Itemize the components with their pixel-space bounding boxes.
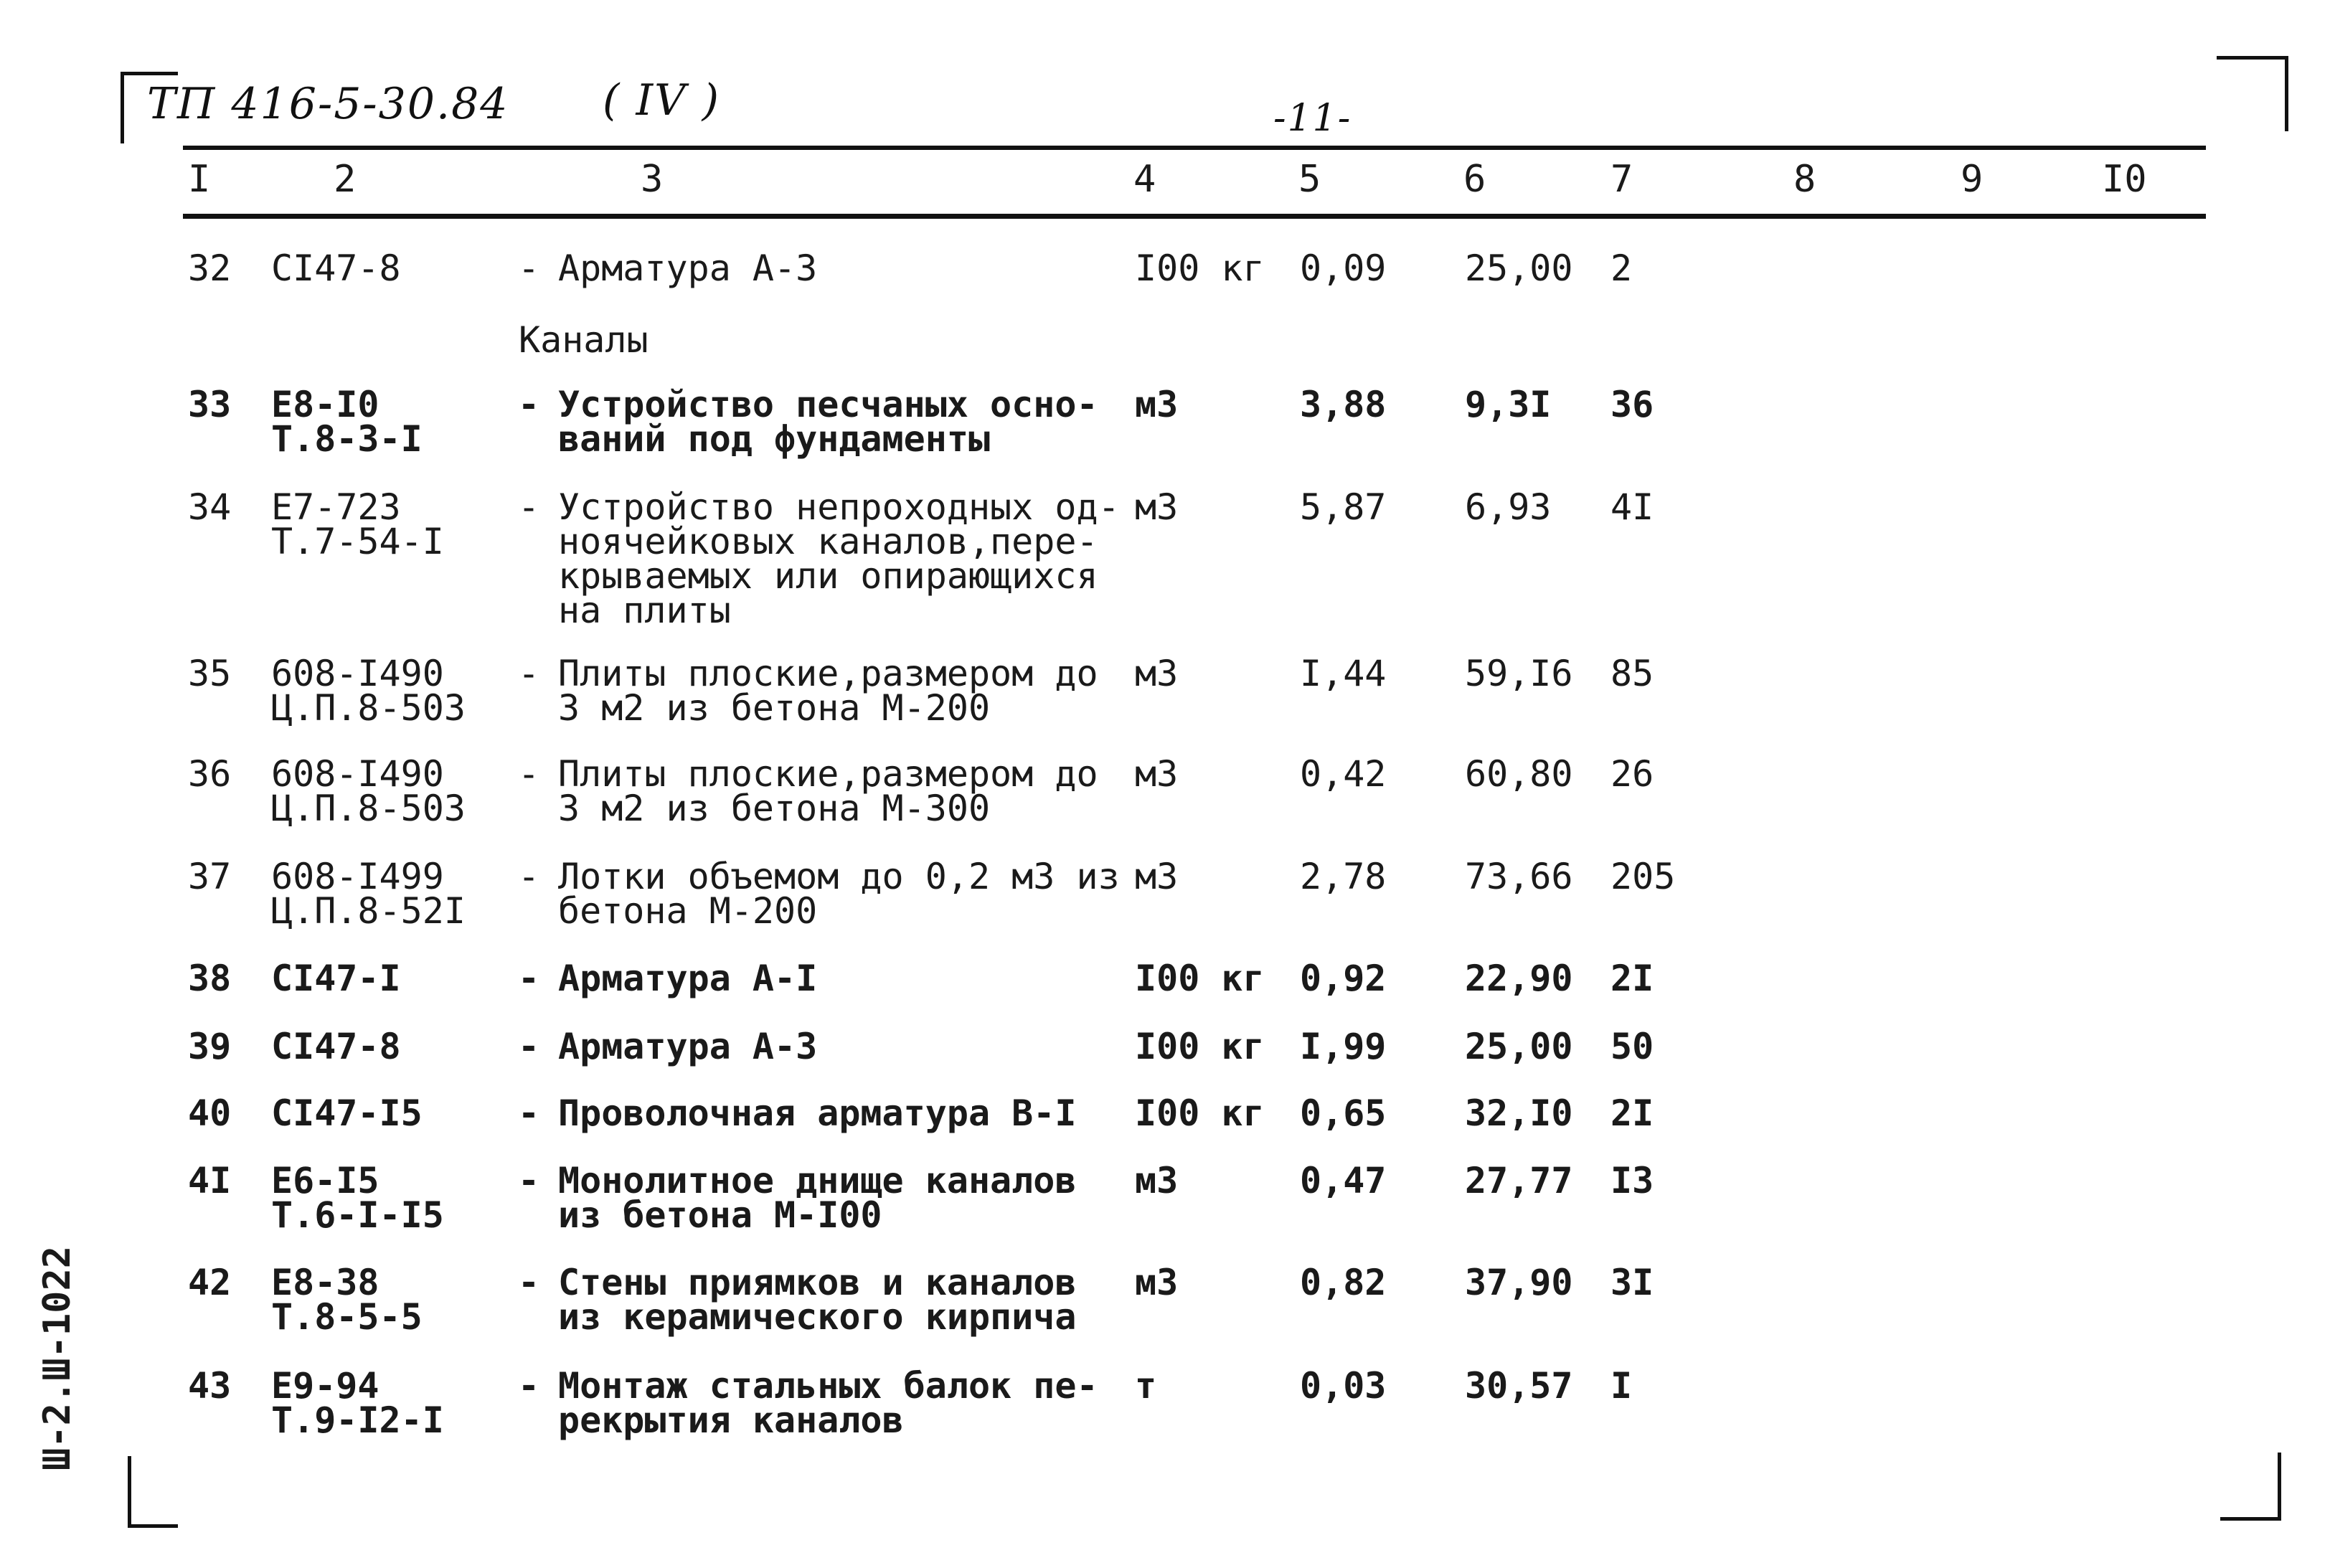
row-description-line: Устройство непроходных од- bbox=[558, 486, 1120, 528]
row-total: 26 bbox=[1610, 753, 1654, 795]
row-dash: - bbox=[518, 1365, 540, 1407]
row-description bbox=[558, 653, 1098, 729]
row-unit-price: 25,00 bbox=[1465, 247, 1573, 289]
row-unit-price: 22,90 bbox=[1465, 958, 1573, 999]
row-unit-price: 25,00 bbox=[1465, 1026, 1573, 1067]
row-code-line: Т.9-I2-I bbox=[271, 1399, 444, 1441]
section-title: Каналы bbox=[519, 319, 648, 361]
row-code bbox=[271, 1160, 444, 1236]
row-number: 4I bbox=[188, 1160, 232, 1201]
row-code-line: 608-I490 bbox=[271, 753, 444, 795]
row-number: 38 bbox=[188, 958, 232, 999]
row-code-line: Е9-94 bbox=[271, 1365, 379, 1407]
row-dash: - bbox=[518, 753, 540, 795]
row-total: 2I bbox=[1610, 1092, 1654, 1134]
row-code-line: 608-I499 bbox=[271, 856, 444, 897]
row-description-line: 3 м2 из бетона М-300 bbox=[558, 788, 991, 829]
row-unit: м3 bbox=[1135, 856, 1179, 897]
column-number-2: 2 bbox=[334, 158, 357, 201]
row-unit-price: 32,I0 bbox=[1465, 1092, 1573, 1134]
row-unit-price: 59,I6 bbox=[1465, 653, 1573, 694]
row-quantity: 3,88 bbox=[1300, 384, 1387, 425]
row-code-line: Т.7-54-I bbox=[271, 521, 444, 562]
row-dash: - bbox=[518, 958, 540, 999]
row-description-line: рекрытия каналов bbox=[558, 1399, 904, 1441]
row-code-line: Ц.П.8-503 bbox=[271, 788, 466, 829]
row-description-line: Арматура А-3 bbox=[558, 247, 818, 289]
column-number-7: 7 bbox=[1610, 158, 1633, 201]
row-code bbox=[271, 1365, 444, 1441]
row-total: 2 bbox=[1610, 247, 1633, 289]
row-description bbox=[558, 1262, 1077, 1338]
row-unit: м3 bbox=[1135, 1160, 1179, 1201]
row-unit-price: 6,93 bbox=[1465, 486, 1552, 528]
row-unit: м3 bbox=[1135, 1262, 1179, 1303]
row-unit-price: 73,66 bbox=[1465, 856, 1573, 897]
row-code-line: Т.8-5-5 bbox=[271, 1296, 423, 1338]
header-top-rule bbox=[183, 146, 2206, 150]
row-unit: I00 кг bbox=[1135, 1092, 1265, 1134]
row-quantity: 0,65 bbox=[1300, 1092, 1387, 1134]
column-number-3: 3 bbox=[641, 158, 664, 201]
row-number: 33 bbox=[188, 384, 232, 425]
row-code bbox=[271, 247, 401, 289]
row-unit-price: 27,77 bbox=[1465, 1160, 1573, 1201]
row-description bbox=[558, 753, 1098, 829]
row-total: 205 bbox=[1610, 856, 1676, 897]
row-description-line: Стены приямков и каналов bbox=[558, 1262, 1077, 1303]
row-code-line: Е6-I5 bbox=[271, 1160, 379, 1201]
header-bottom-rule bbox=[183, 214, 2206, 219]
row-code bbox=[271, 856, 466, 932]
corner-mark-bottom-right-horizontal bbox=[2220, 1517, 2281, 1521]
row-unit: т bbox=[1135, 1365, 1157, 1407]
row-quantity: 0,82 bbox=[1300, 1262, 1387, 1303]
row-dash: - bbox=[518, 1160, 540, 1201]
row-description bbox=[558, 1026, 818, 1067]
corner-mark-top-right-vertical bbox=[2285, 56, 2288, 131]
row-description-line: Проволочная арматура В-I bbox=[558, 1092, 1077, 1134]
row-total: 36 bbox=[1610, 384, 1654, 425]
row-description-line: Монтаж стальных балок пе- bbox=[558, 1365, 1098, 1407]
row-description-line: бетона М-200 bbox=[558, 890, 818, 932]
row-dash: - bbox=[518, 1026, 540, 1067]
row-code bbox=[271, 1092, 423, 1134]
corner-mark-bottom-right-vertical bbox=[2278, 1453, 2281, 1521]
row-quantity: 0,03 bbox=[1300, 1365, 1387, 1407]
row-code bbox=[271, 1262, 423, 1338]
row-description-line: Устройство песчаных осно- bbox=[558, 384, 1098, 425]
row-description-line: ваний под фундаменты bbox=[558, 418, 991, 460]
row-unit: I00 кг bbox=[1135, 1026, 1265, 1067]
column-number-5: 5 bbox=[1298, 158, 1321, 201]
row-number: 37 bbox=[188, 856, 232, 897]
row-quantity: I,99 bbox=[1300, 1026, 1387, 1067]
row-unit-price: 60,80 bbox=[1465, 753, 1573, 795]
row-description-line: Лотки объемом до 0,2 м3 из bbox=[558, 856, 1120, 897]
row-code bbox=[271, 1026, 401, 1067]
column-number-9: 9 bbox=[1961, 158, 1984, 201]
row-description bbox=[558, 486, 1120, 631]
row-description-line: 3 м2 из бетона М-200 bbox=[558, 687, 991, 729]
row-description-line: на плиты bbox=[558, 590, 731, 631]
row-code-line: Е7-723 bbox=[271, 486, 401, 528]
row-description bbox=[558, 247, 818, 289]
row-total: 3I bbox=[1610, 1262, 1654, 1303]
row-code-line: Ц.П.8-52I bbox=[271, 890, 466, 932]
row-unit: м3 bbox=[1135, 653, 1179, 694]
side-stamp: Ш-2.Ш-1022 bbox=[36, 1245, 79, 1470]
column-number-8: 8 bbox=[1793, 158, 1816, 201]
row-unit: м3 bbox=[1135, 486, 1179, 528]
corner-mark-bottom-left-horizontal bbox=[128, 1524, 178, 1528]
row-dash: - bbox=[518, 856, 540, 897]
row-total: 2I bbox=[1610, 958, 1654, 999]
row-code-line: Ц.П.8-503 bbox=[271, 687, 466, 729]
corner-mark-top-left-horizontal bbox=[121, 72, 178, 75]
row-quantity: 5,87 bbox=[1300, 486, 1387, 528]
row-quantity: 0,42 bbox=[1300, 753, 1387, 795]
row-description bbox=[558, 384, 1098, 460]
row-number: 32 bbox=[188, 247, 232, 289]
row-number: 36 bbox=[188, 753, 232, 795]
row-description bbox=[558, 1092, 1077, 1134]
column-number-4: 4 bbox=[1133, 158, 1156, 201]
column-number-6: 6 bbox=[1463, 158, 1486, 201]
row-code-line: Е8-38 bbox=[271, 1262, 379, 1303]
row-unit-price: 30,57 bbox=[1465, 1365, 1573, 1407]
corner-mark-top-right-horizontal bbox=[2217, 56, 2288, 60]
row-total: I bbox=[1610, 1365, 1633, 1407]
row-description bbox=[558, 1160, 1077, 1236]
row-code bbox=[271, 384, 423, 460]
row-dash: - bbox=[518, 247, 540, 289]
page-number: -11- bbox=[1273, 97, 1352, 140]
column-number-1: I bbox=[188, 158, 211, 201]
row-total: I3 bbox=[1610, 1160, 1654, 1201]
row-total: 4I bbox=[1610, 486, 1654, 528]
row-unit: I00 кг bbox=[1135, 247, 1265, 289]
row-description-line: из керамического кирпича bbox=[558, 1296, 1077, 1338]
row-description-line: Плиты плоские,размером до bbox=[558, 653, 1098, 694]
row-number: 42 bbox=[188, 1262, 232, 1303]
row-description-line: Плиты плоские,размером до bbox=[558, 753, 1098, 795]
row-quantity: 0,09 bbox=[1300, 247, 1387, 289]
row-code bbox=[271, 958, 401, 999]
row-quantity: 0,47 bbox=[1300, 1160, 1387, 1201]
row-description bbox=[558, 958, 818, 999]
row-code bbox=[271, 486, 444, 562]
column-number-10: I0 bbox=[2102, 158, 2147, 201]
row-description-line: крываемых или опирающихся bbox=[558, 555, 1098, 597]
row-number: 35 bbox=[188, 653, 232, 694]
row-description-line: Арматура А-3 bbox=[558, 1026, 818, 1067]
row-number: 43 bbox=[188, 1365, 232, 1407]
row-unit: м3 bbox=[1135, 384, 1179, 425]
row-unit: м3 bbox=[1135, 753, 1179, 795]
row-quantity: 0,92 bbox=[1300, 958, 1387, 999]
row-code-line: Т.6-I-I5 bbox=[271, 1194, 444, 1236]
row-unit-price: 9,3I bbox=[1465, 384, 1552, 425]
row-quantity: I,44 bbox=[1300, 653, 1387, 694]
corner-mark-top-left-vertical bbox=[121, 72, 124, 143]
row-code-line: CI47-8 bbox=[271, 1026, 401, 1067]
row-description-line: Арматура А-I bbox=[558, 958, 818, 999]
row-description bbox=[558, 856, 1120, 932]
row-code-line: Е8-I0 bbox=[271, 384, 379, 425]
corner-mark-bottom-left-vertical bbox=[128, 1456, 131, 1528]
row-code-line: Т.8-3-I bbox=[271, 418, 423, 460]
row-unit-price: 37,90 bbox=[1465, 1262, 1573, 1303]
row-description-line: ноячейковых каналов,пере- bbox=[558, 521, 1098, 562]
row-dash: - bbox=[518, 1092, 540, 1134]
row-unit: I00 кг bbox=[1135, 958, 1265, 999]
row-dash: - bbox=[518, 1262, 540, 1303]
row-number: 39 bbox=[188, 1026, 232, 1067]
row-code-line: 608-I490 bbox=[271, 653, 444, 694]
row-total: 85 bbox=[1610, 653, 1654, 694]
row-quantity: 2,78 bbox=[1300, 856, 1387, 897]
row-number: 34 bbox=[188, 486, 232, 528]
row-code bbox=[271, 653, 466, 729]
row-code-line: CI47-I bbox=[271, 958, 401, 999]
row-code bbox=[271, 753, 466, 829]
row-description bbox=[558, 1365, 1098, 1441]
row-total: 50 bbox=[1610, 1026, 1654, 1067]
row-dash: - bbox=[518, 653, 540, 694]
album-number: ( IV ) bbox=[603, 75, 720, 126]
row-description-line: из бетона М-I00 bbox=[558, 1194, 882, 1236]
row-description-line: Монолитное днище каналов bbox=[558, 1160, 1077, 1201]
row-code-line: CI47-I5 bbox=[271, 1092, 423, 1134]
document-code: ТП 416-5-30.84 bbox=[147, 79, 509, 129]
row-dash: - bbox=[518, 384, 540, 425]
row-code-line: CI47-8 bbox=[271, 247, 401, 289]
row-dash: - bbox=[518, 486, 540, 528]
row-number: 40 bbox=[188, 1092, 232, 1134]
